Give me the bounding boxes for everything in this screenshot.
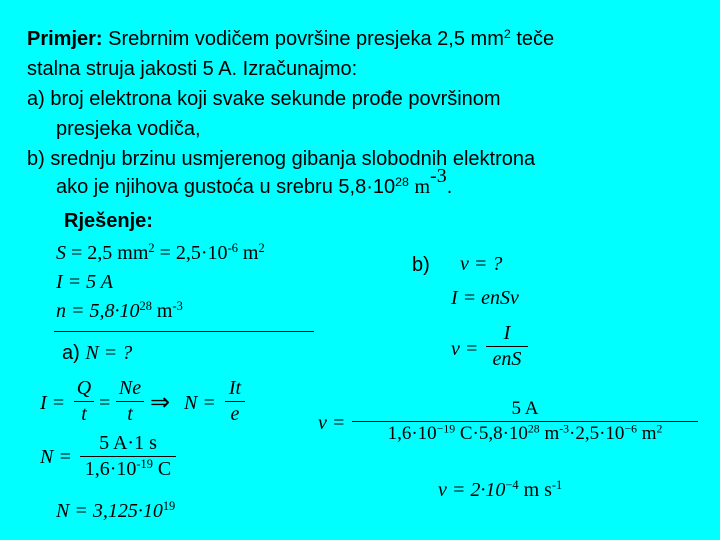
implies-arrow-icon: ⇒ <box>150 390 171 416</box>
problem-line-2: stalna struja jakosti 5 A. Izračunajmo: <box>27 58 358 80</box>
given-current: I = 5 A <box>56 271 114 293</box>
fraction-I-over-enS: I enS <box>486 322 528 371</box>
problem-part-b-line-1: b) srednju brzinu usmjerenog gibanja slobodnih elektrona <box>27 148 536 170</box>
problem-part-b-line-2: ako je njihova gustoća u srebru $5,8\cdot 10^{28}$ $m^{-3}$. <box>56 165 453 198</box>
fraction-It-over-e: It e <box>225 377 245 426</box>
part-b-eq1: I = enSv <box>451 287 519 309</box>
problem-line-1: Primjer: Srebrnim vodičem površine presjeka 2,5 $mm^2$ teče <box>27 27 555 50</box>
solution-heading: Rješenje: <box>64 210 153 232</box>
part-a-N-eq: N = <box>184 392 216 414</box>
part-b-find: v = ? <box>460 253 503 275</box>
part-a-eq-I: I = <box>40 392 66 414</box>
part-a-equals: = <box>99 392 111 414</box>
given-density: $n = 5,8\cdot 10^{28}$ $m^{-3}$ <box>56 299 183 322</box>
part-a-N-calc: N = <box>40 446 72 468</box>
part-b-v-eq: v = <box>451 338 479 360</box>
fraction-Q-over-t: Q t <box>74 377 94 426</box>
part-a-result: $N = 3,125\cdot 10^{19}$ <box>56 499 176 522</box>
fraction-N-calc: 5 A·1 s $1,6\cdot 10^{-19}$ C <box>80 432 176 481</box>
problem-part-a-line-1: a) broj elektrona koji svake sekunde prođe površinom <box>27 88 501 110</box>
problem-part-a-line-2: presjeka vodiča, <box>56 118 201 140</box>
fraction-Ne-over-t: Ne t <box>116 377 144 426</box>
given-divider <box>54 331 314 332</box>
given-area: S = 2,5 $mm^2 = 2,5\cdot 10^{-6}$ $m^2$ <box>56 241 265 264</box>
part-b-v-calc: v = <box>318 412 346 434</box>
fraction-v-calc: 5 A $1,6\cdot 10^{-19}$ $C\cdot 5,8\cdot 10^{28}$ $m^{-3}\cdot 2,5\cdot 10^{-6}$ $m^2$ <box>352 398 698 445</box>
part-b-label: b) <box>412 254 430 276</box>
part-b-result: $v = 2\cdot 10^{-4}$ m $s^{-1}$ <box>438 478 563 501</box>
problem-label: Primjer: <box>27 28 103 50</box>
part-a-find: a) N = ? <box>62 342 133 364</box>
